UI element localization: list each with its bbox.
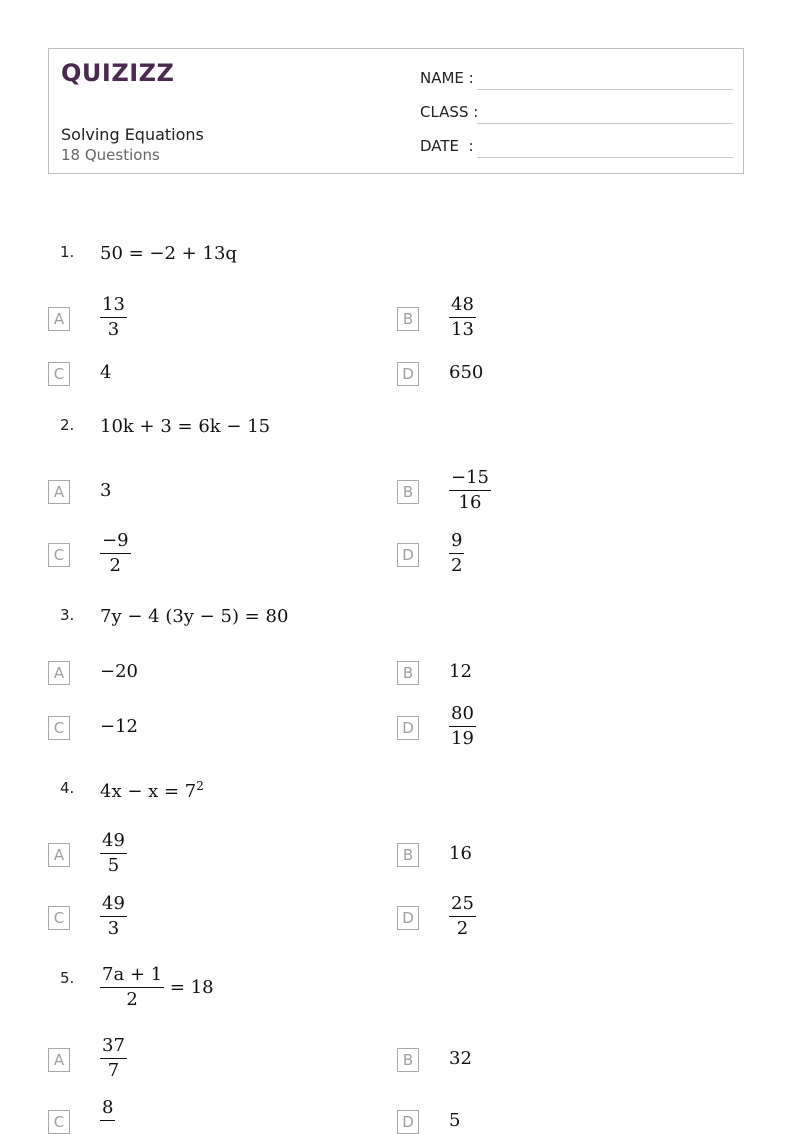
fraction-numerator: 49 — [100, 894, 127, 917]
option-letter-a[interactable]: A — [48, 661, 70, 685]
option-letter-b[interactable]: B — [397, 1048, 419, 1072]
option-letter-a[interactable]: A — [48, 1048, 70, 1072]
question-equation — [100, 965, 214, 1010]
option-a-value: −20 — [100, 661, 138, 682]
option-letter-a[interactable]: A — [48, 843, 70, 867]
option-letter-d[interactable]: D — [397, 362, 419, 386]
option-b-value: 16 — [449, 843, 472, 864]
option-letter-b[interactable]: B — [397, 480, 419, 504]
option-d-value: 5 — [449, 1110, 461, 1131]
option-letter-d[interactable]: D — [397, 906, 419, 930]
question-equation: 10k + 3 = 6k − 15 — [100, 416, 271, 437]
fraction-denominator: 2 — [451, 555, 463, 576]
question-number: 3. — [60, 606, 75, 624]
fraction-denominator: 19 — [451, 728, 474, 749]
date-label: DATE : — [420, 137, 474, 155]
option-b-value — [449, 295, 476, 340]
class-line[interactable] — [477, 123, 733, 124]
question-count: 18 Questions — [61, 146, 160, 164]
option-c-value: 4 — [100, 362, 112, 383]
option-letter-c[interactable]: C — [48, 906, 70, 930]
equation-rest: = 18 — [169, 977, 214, 998]
question-equation — [100, 779, 204, 802]
option-letter-d[interactable]: D — [397, 543, 419, 567]
option-a-value: 3 — [100, 480, 112, 501]
question-equation: 50 = −2 + 13q — [100, 243, 237, 264]
fraction-numerator: 25 — [449, 894, 476, 917]
fraction-numerator: −9 — [100, 531, 131, 554]
option-letter-c[interactable]: C — [48, 716, 70, 740]
equation-exponent: 2 — [196, 779, 204, 793]
fraction-numerator: 9 — [449, 531, 464, 554]
quizizz-logo: QUIZIZZ — [61, 59, 175, 87]
option-letter-b[interactable]: B — [397, 307, 419, 331]
question-number: 2. — [60, 416, 75, 434]
fraction-denominator: 16 — [458, 492, 482, 513]
date-line[interactable] — [477, 157, 733, 158]
option-d-value — [449, 894, 476, 939]
option-a-value — [100, 1036, 127, 1081]
option-letter-c[interactable]: C — [48, 362, 70, 386]
fraction-numerator: 48 — [449, 295, 476, 318]
fraction-denominator: 3 — [107, 918, 120, 939]
fraction-numerator: 13 — [100, 295, 127, 318]
fraction-denominator: 7 — [107, 1060, 120, 1081]
class-label: CLASS : — [420, 103, 479, 121]
fraction-numerator: 37 — [100, 1036, 127, 1059]
option-a-value — [100, 831, 127, 876]
option-letter-c[interactable]: C — [48, 1110, 70, 1134]
fraction-denominator: 2 — [109, 555, 121, 576]
question-number: 4. — [60, 779, 75, 797]
equation-base: 4x − x = 7 — [100, 781, 197, 802]
question-number: 1. — [60, 243, 75, 261]
option-letter-a[interactable]: A — [48, 480, 70, 504]
option-letter-a[interactable]: A — [48, 307, 70, 331]
worksheet-title: Solving Equations — [61, 125, 204, 144]
option-b-value: 32 — [449, 1048, 472, 1069]
worksheet-header — [48, 48, 744, 174]
name-line[interactable] — [477, 89, 733, 90]
question-equation: 7y − 4 (3y − 5) = 80 — [100, 606, 289, 627]
fraction-numerator: 49 — [100, 831, 127, 854]
option-letter-d[interactable]: D — [397, 1110, 419, 1134]
option-b-value: 12 — [449, 661, 472, 682]
option-c-value — [100, 531, 131, 576]
option-d-value — [449, 704, 476, 749]
question-number: 5. — [60, 969, 75, 987]
option-c-value: −12 — [100, 716, 138, 737]
option-d-value — [449, 531, 464, 576]
option-d-value: 650 — [449, 362, 484, 383]
name-label: NAME : — [420, 69, 474, 87]
fraction-denominator: 3 — [107, 319, 120, 340]
option-letter-d[interactable]: D — [397, 716, 419, 740]
option-a-value — [100, 295, 127, 340]
option-b-value — [449, 468, 491, 513]
option-letter-b[interactable]: B — [397, 843, 419, 867]
fraction-denominator: 2 — [456, 918, 469, 939]
fraction-denominator: 13 — [451, 319, 474, 340]
fraction-denominator: 5 — [107, 855, 120, 876]
fraction-numerator: 80 — [449, 704, 476, 727]
fraction-numerator: 7a + 1 — [100, 965, 164, 988]
option-c-value — [100, 1098, 115, 1123]
fraction-denominator: 2 — [126, 989, 138, 1010]
option-letter-b[interactable]: B — [397, 661, 419, 685]
fraction-numerator: 8 — [100, 1098, 115, 1121]
fraction-numerator: −15 — [449, 468, 491, 491]
option-letter-c[interactable]: C — [48, 543, 70, 567]
option-c-value — [100, 894, 127, 939]
